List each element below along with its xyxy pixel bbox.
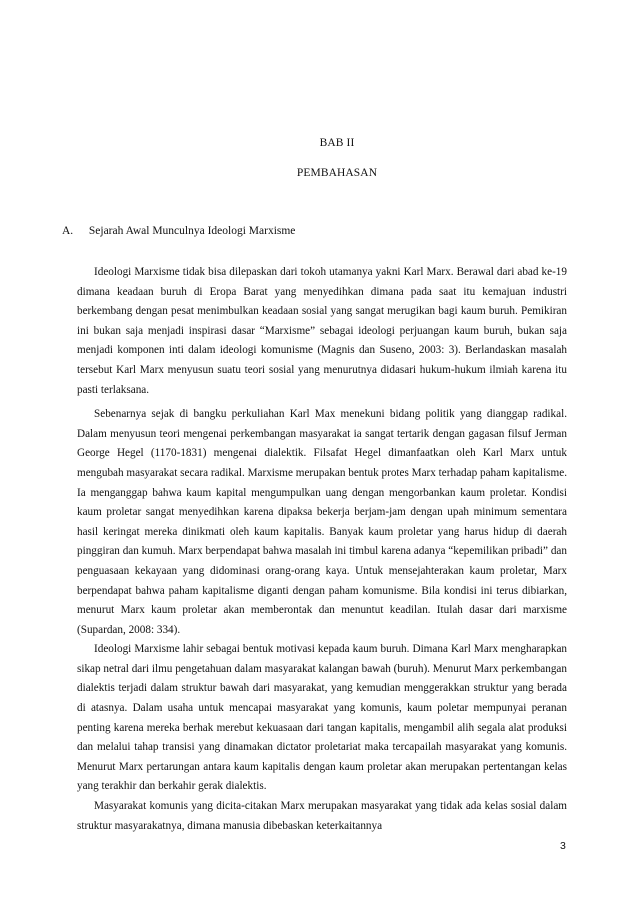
paragraph: Sebenarnya sejak di bangku perkuliahan Karl Max menekuni bidang politik yang dianggap radikal. Dalam menyusun teori mengenai perkembangan masyarakat ia sangat tertarik dengan gagasan filsuf Jerman George Hegel (1170-1831) mengenai dialektik. Filsafat Hegel dimanfaatkan oleh Karl Marx untuk mengubah masyarakat secara radikal. Marxisme merupakan bentuk protes Marx terhadap paham kapitalisme. Ia menganggap bahwa kaum kapital mengumpulkan uang dengan mengorbankan kaum proletar. Kondisi kaum proletar sangat menyedihkan karena dipaksa bekerja berjam-jam dengan upah minimum sementara hasil keringat mereka dinikmati oleh kaum kapitalis. Banyak kaum proletar yang harus hidup di daerah pinggiran dan kumuh. Marx berpendapat bahwa masalah ini timbul karena adanya “kepemilikan pribadi” dan penguasaan kekayaan yang didominasi orang-orang kaya. Untuk mensejahterakan kaum proletar, Marx berpendapat bahwa paham kapitalisme diganti dengan paham komunisme. Bila kondisi ini terus dibiarkan, menurut Marx kaum proletar akan memberontak dan menuntut keadilan. Itulah dasar dari marxisme (Supardan, 2008: 334).: [77, 408, 567, 636]
paragraph: Ideologi Marxisme tidak bisa dilepaskan dari tokoh utamanya yakni Karl Marx. Berawal dari abad ke-19 dimana keadaan buruh di Eropa Barat yang menyedihkan dimana pada saat itu kemajuan industri berkembang dengan pesat menimbulkan keadaan sosial yang sangat merugikan bagi kaum buruh. Pemikiran ini bukan saja menjadi inspirasi dasar “Marxisme” sebagai ideologi perjuangan kaum buruh, bukan saja menjadi komponen inti dalam ideologi komunisme (Magnis dan Suseno, 2003: 3). Berlandaskan masalah tersebut Karl Marx menyusun suatu teori sosial yang menurutnya didasari hukum-hukum ilmiah karena itu pasti terlaksana.: [77, 266, 567, 396]
paragraph: Masyarakat komunis yang dicita-citakan Marx merupakan masyarakat yang tidak ada kelas sosial dalam struktur masyarakatnya, dimana manusia dibebaskan keterkaitannya: [77, 800, 567, 832]
section-title: Sejarah Awal Munculnya Ideologi Marxisme: [88, 225, 296, 237]
section-number: A.: [62, 225, 74, 237]
body-text: [77, 263, 567, 836]
section-heading: [62, 225, 295, 237]
page-number: 3: [560, 840, 566, 852]
paragraph: Ideologi Marxisme lahir sebagai bentuk motivasi kepada kaum buruh. Dimana Karl Marx mengharapkan sikap netral dari ilmu pengetahuan dalam masyarakat kalangan bawah (buruh). Menurut Marx perkembangan dialektis terjadi dalam struktur bawah dari masyarakat, yang kemudian menggerakkan struktur yang berada di atasnya. Dalam usaha untuk mencapai masyarakat yang komunis, kaum poletar mempunyai peranan penting karena mereka berhak merebut kekuasaan dari tangan kapitalis, mengambil alih segala alat produksi dan melalui tahap transisi yang dinamakan dictator proletariat maka tercapailah masyarakat yang komunis. Menurut Marx pertarungan antara kaum kapitalis dengan kaum proletar akan merupakan pertentangan kelas yang terakhir dan berkahir gerak dialektis.: [77, 643, 567, 793]
chapter-number: BAB II: [319, 137, 355, 149]
chapter-title: PEMBAHASAN: [296, 167, 378, 179]
